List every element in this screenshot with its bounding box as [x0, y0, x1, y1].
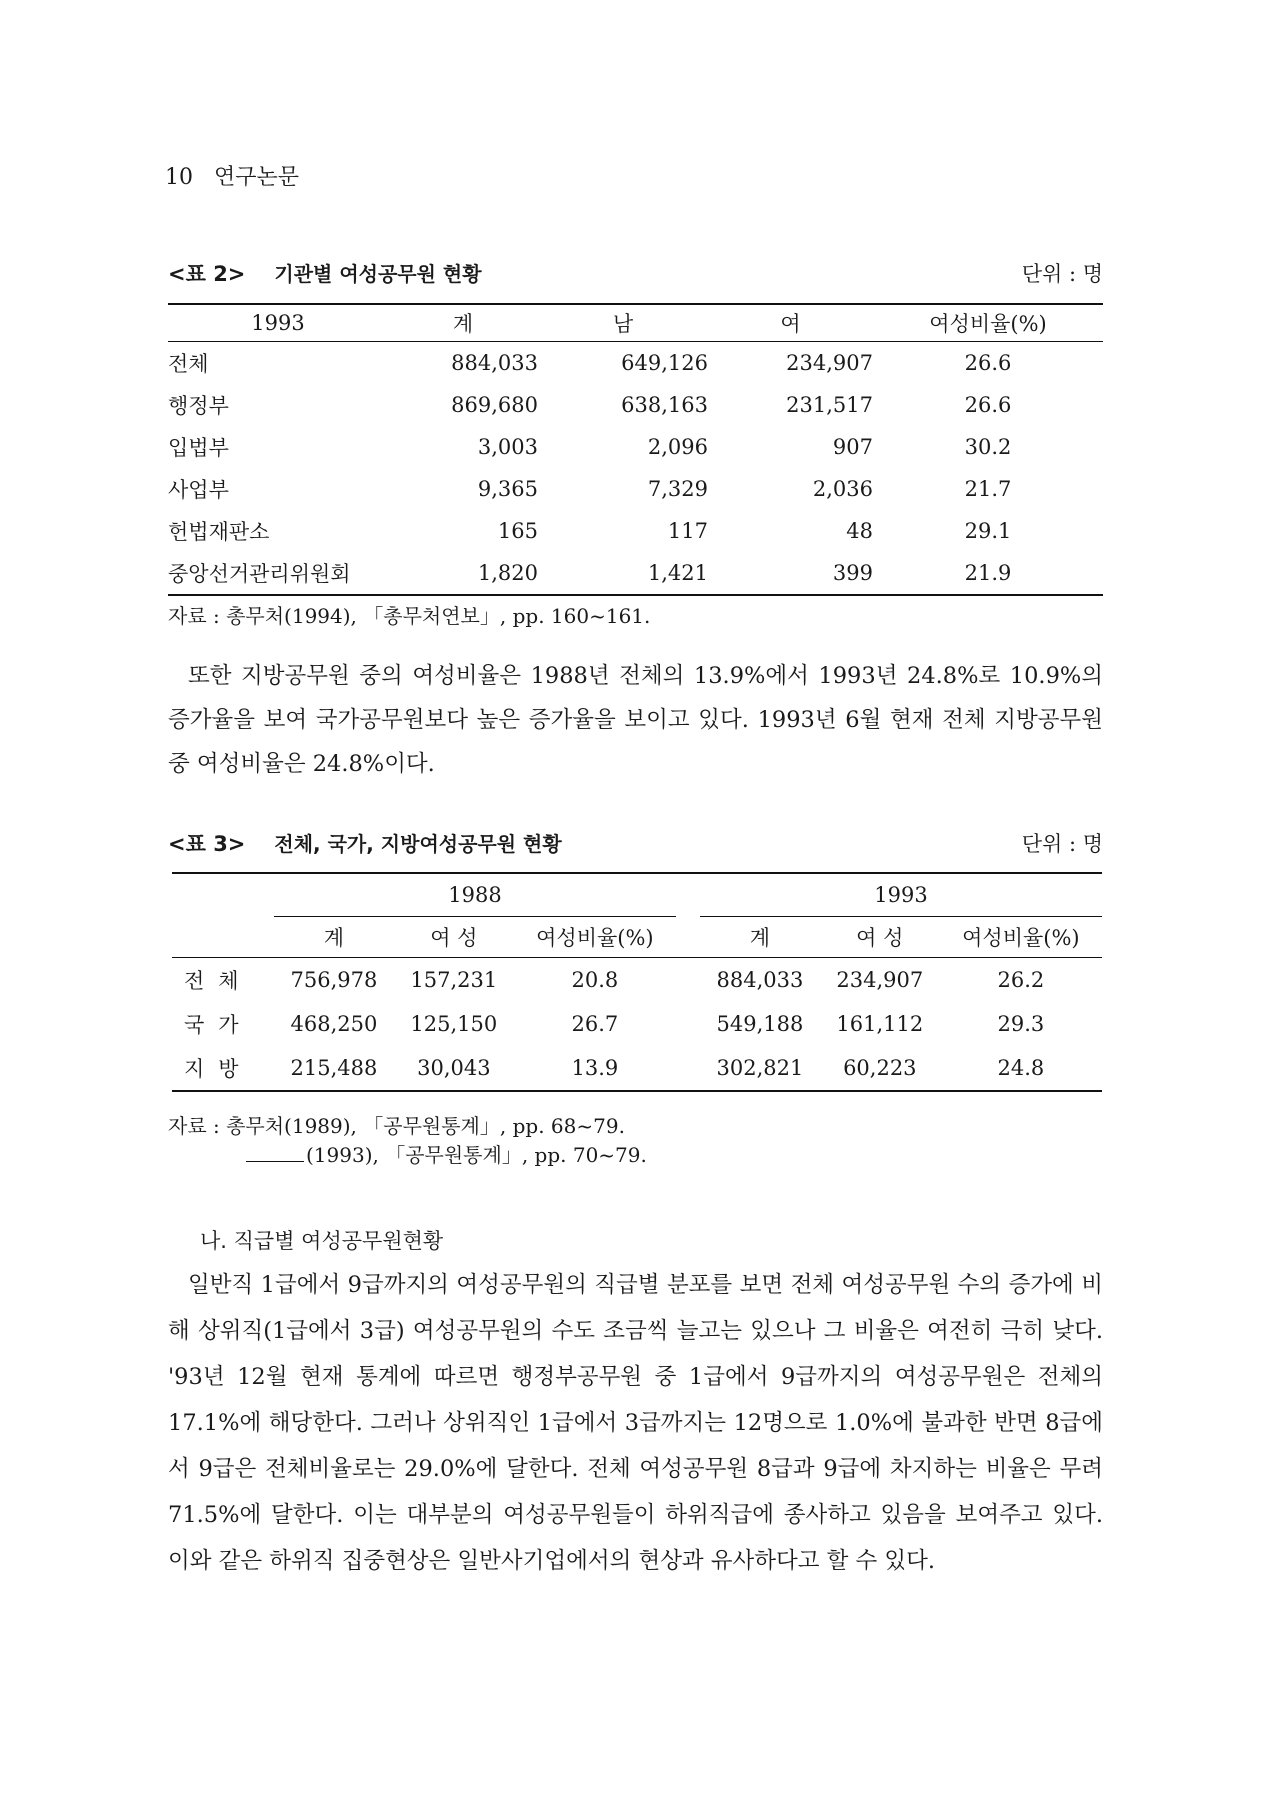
table-cell: 468,250 [290, 1012, 378, 1036]
table-cell: 165 [497, 519, 538, 543]
table-cell: 1,820 [477, 561, 538, 585]
body-paragraph-2: 일반직 1급에서 9급까지의 여성공무원의 직급별 분포를 보면 전체 여성공무원 수의 증가에 비해 상위직(1급에서 3급) 여성공무원의 수도 조금씩 늘고는 있으나 그 비율은 여전히 극히 낮다. '93년 12월 현재 통계에 따르면 행정부공무원 중 1급에서 9급까지의 여성공무원은 전체의 17.1%에 해당한다. 그러나 상위직인 1급에서 3급까지는 12명으로 1.0%에 불과한 반면 8급에서 9급은 전체비율로는 29.0%에 달한다. 전체 여성공무원 8급과 9급에 차지하는 비율은 무려 71.5%에 달한다. 이는 대부분의 여성공무원들이 하위직급에 종사하고 있음을 보여주고 있다. 이와 같은 하위직 집중현상은 일반사기업에서의 현상과 유사하다고 할 수 있다. [168, 1272, 1103, 1574]
table-row [168, 384, 1103, 426]
table2-unit: 단위 : 명 [1021, 262, 1103, 286]
table3-label: <표 3> [168, 832, 246, 856]
page-number: 10 [165, 165, 193, 190]
table-cell: 29.3 [997, 1012, 1045, 1036]
table3-gap [676, 873, 700, 917]
table-cell: 399 [832, 561, 873, 585]
table3-col-female-1993: 여 성 [820, 917, 940, 958]
table2-source: 자료 : 총무처(1994), 「총무처연보」, pp. 160~161. [168, 604, 651, 628]
table3-col-ratio-1988: 여성비율(%) [514, 917, 676, 958]
table-cell: 48 [846, 519, 873, 543]
section-name: 연구논문 [214, 165, 300, 190]
table-cell: 60,223 [843, 1056, 917, 1080]
table-cell: 756,978 [290, 968, 378, 992]
table3 [172, 872, 1102, 1092]
body-paragraph-1: 또한 지방공무원 중의 여성비율은 1988년 전체의 13.9%에서 1993년 24.8%로 10.9%의 증가율을 보여 국가공무원보다 높은 증가율을 보이고 있다. 1993년 6월 현재 전체 지방공무원 중 여성비율은 24.8%이다. [168, 663, 1103, 777]
table-cell: 30.2 [964, 435, 1012, 459]
table-cell: 3,003 [477, 435, 538, 459]
table-cell: 125,150 [410, 1012, 498, 1036]
table2-label: <표 2> [168, 262, 246, 286]
table2 [168, 303, 1103, 596]
table-cell: 21.7 [964, 477, 1012, 501]
table3-gap [676, 958, 700, 1003]
table-cell: 1,421 [647, 561, 708, 585]
table3-stub-header [172, 873, 274, 917]
table-row-label: 전체 [184, 969, 253, 993]
table-cell: 7,329 [647, 477, 708, 501]
table3-source-line2: (1993), 「공무원통계」, pp. 70~79. [306, 1143, 647, 1167]
table3-source-line1: 자료 : 총무처(1989), 「공무원통계」, pp. 68~79. [168, 1114, 625, 1138]
table-cell: 26.6 [964, 393, 1012, 417]
table-cell: 중앙선거관리위원회 [168, 562, 351, 586]
table-cell: 234,907 [836, 968, 924, 992]
table3-col-ratio-1993: 여성비율(%) [940, 917, 1102, 958]
table2-header-row [168, 304, 1103, 342]
table3-source-line2-wrap [168, 1139, 647, 1168]
table2-col-female: 여 [708, 304, 873, 342]
table2-col-year: 1993 [168, 304, 388, 342]
table-cell: 2,036 [812, 477, 873, 501]
table-cell: 입법부 [168, 436, 229, 460]
table-cell: 전체 [168, 352, 209, 376]
table-cell: 302,821 [716, 1056, 804, 1080]
table3-col-total-1993: 계 [700, 917, 820, 958]
table-row [172, 958, 1102, 1003]
table-cell: 21.9 [964, 561, 1012, 585]
table-cell: 215,488 [290, 1056, 378, 1080]
table-row [168, 342, 1103, 385]
table-cell: 26.6 [964, 351, 1012, 375]
table-cell: 26.2 [997, 968, 1045, 992]
table2-col-total: 계 [388, 304, 538, 342]
table3-stub [172, 917, 274, 958]
table-cell: 161,112 [836, 1012, 924, 1036]
table2-col-male: 남 [538, 304, 708, 342]
table-cell: 헌법재판소 [168, 520, 270, 544]
table-row-label: 국가 [184, 1013, 253, 1037]
table-cell: 29.1 [964, 519, 1012, 543]
table3-source [168, 1110, 647, 1168]
table-cell: 157,231 [410, 968, 498, 992]
table3-caption [168, 828, 1103, 858]
table-row [168, 510, 1103, 552]
table-row [172, 1046, 1102, 1091]
table-row-label: 지방 [184, 1057, 253, 1081]
table-cell: 884,033 [451, 351, 538, 375]
table-cell: 117 [667, 519, 708, 543]
table3-gap [676, 917, 700, 958]
table3-col-female-1988: 여 성 [394, 917, 514, 958]
table-cell: 행정부 [168, 394, 229, 418]
table2-caption [168, 258, 1103, 288]
table-cell: 907 [832, 435, 873, 459]
table-row [168, 426, 1103, 468]
table-cell: 26.7 [571, 1012, 619, 1036]
table3-col-total-1988: 계 [274, 917, 394, 958]
table2-title: 기관별 여성공무원 현황 [274, 262, 482, 286]
table-cell: 884,033 [716, 968, 804, 992]
table-cell: 사업부 [168, 478, 229, 502]
table-cell: 234,907 [786, 351, 873, 375]
page-header [165, 160, 299, 191]
table-cell: 20.8 [571, 968, 619, 992]
table3-gap [676, 1046, 700, 1091]
table-cell: 549,188 [716, 1012, 804, 1036]
table2-col-ratio: 여성비율(%) [873, 304, 1103, 342]
table3-gap [676, 1002, 700, 1046]
table-row [168, 552, 1103, 595]
table-cell: 231,517 [786, 393, 873, 417]
table3-unit: 단위 : 명 [1021, 832, 1103, 856]
table3-year-1993: 1993 [874, 883, 928, 907]
table-cell: 2,096 [647, 435, 708, 459]
table3-year-1988: 1988 [448, 883, 502, 907]
table-cell: 638,163 [621, 393, 708, 417]
table-cell: 24.8 [997, 1056, 1045, 1080]
table-cell: 649,126 [621, 351, 708, 375]
table3-title: 전체, 국가, 지방여성공무원 현황 [274, 832, 562, 856]
table-row [168, 468, 1103, 510]
table-cell: 30,043 [417, 1056, 491, 1080]
table-cell: 13.9 [571, 1056, 619, 1080]
subsection-heading: 나. 직급별 여성공무원현황 [200, 1229, 444, 1253]
ditto-blank [246, 1161, 304, 1162]
table-cell: 9,365 [477, 477, 538, 501]
table-cell: 869,680 [451, 393, 538, 417]
table-row [172, 1002, 1102, 1046]
